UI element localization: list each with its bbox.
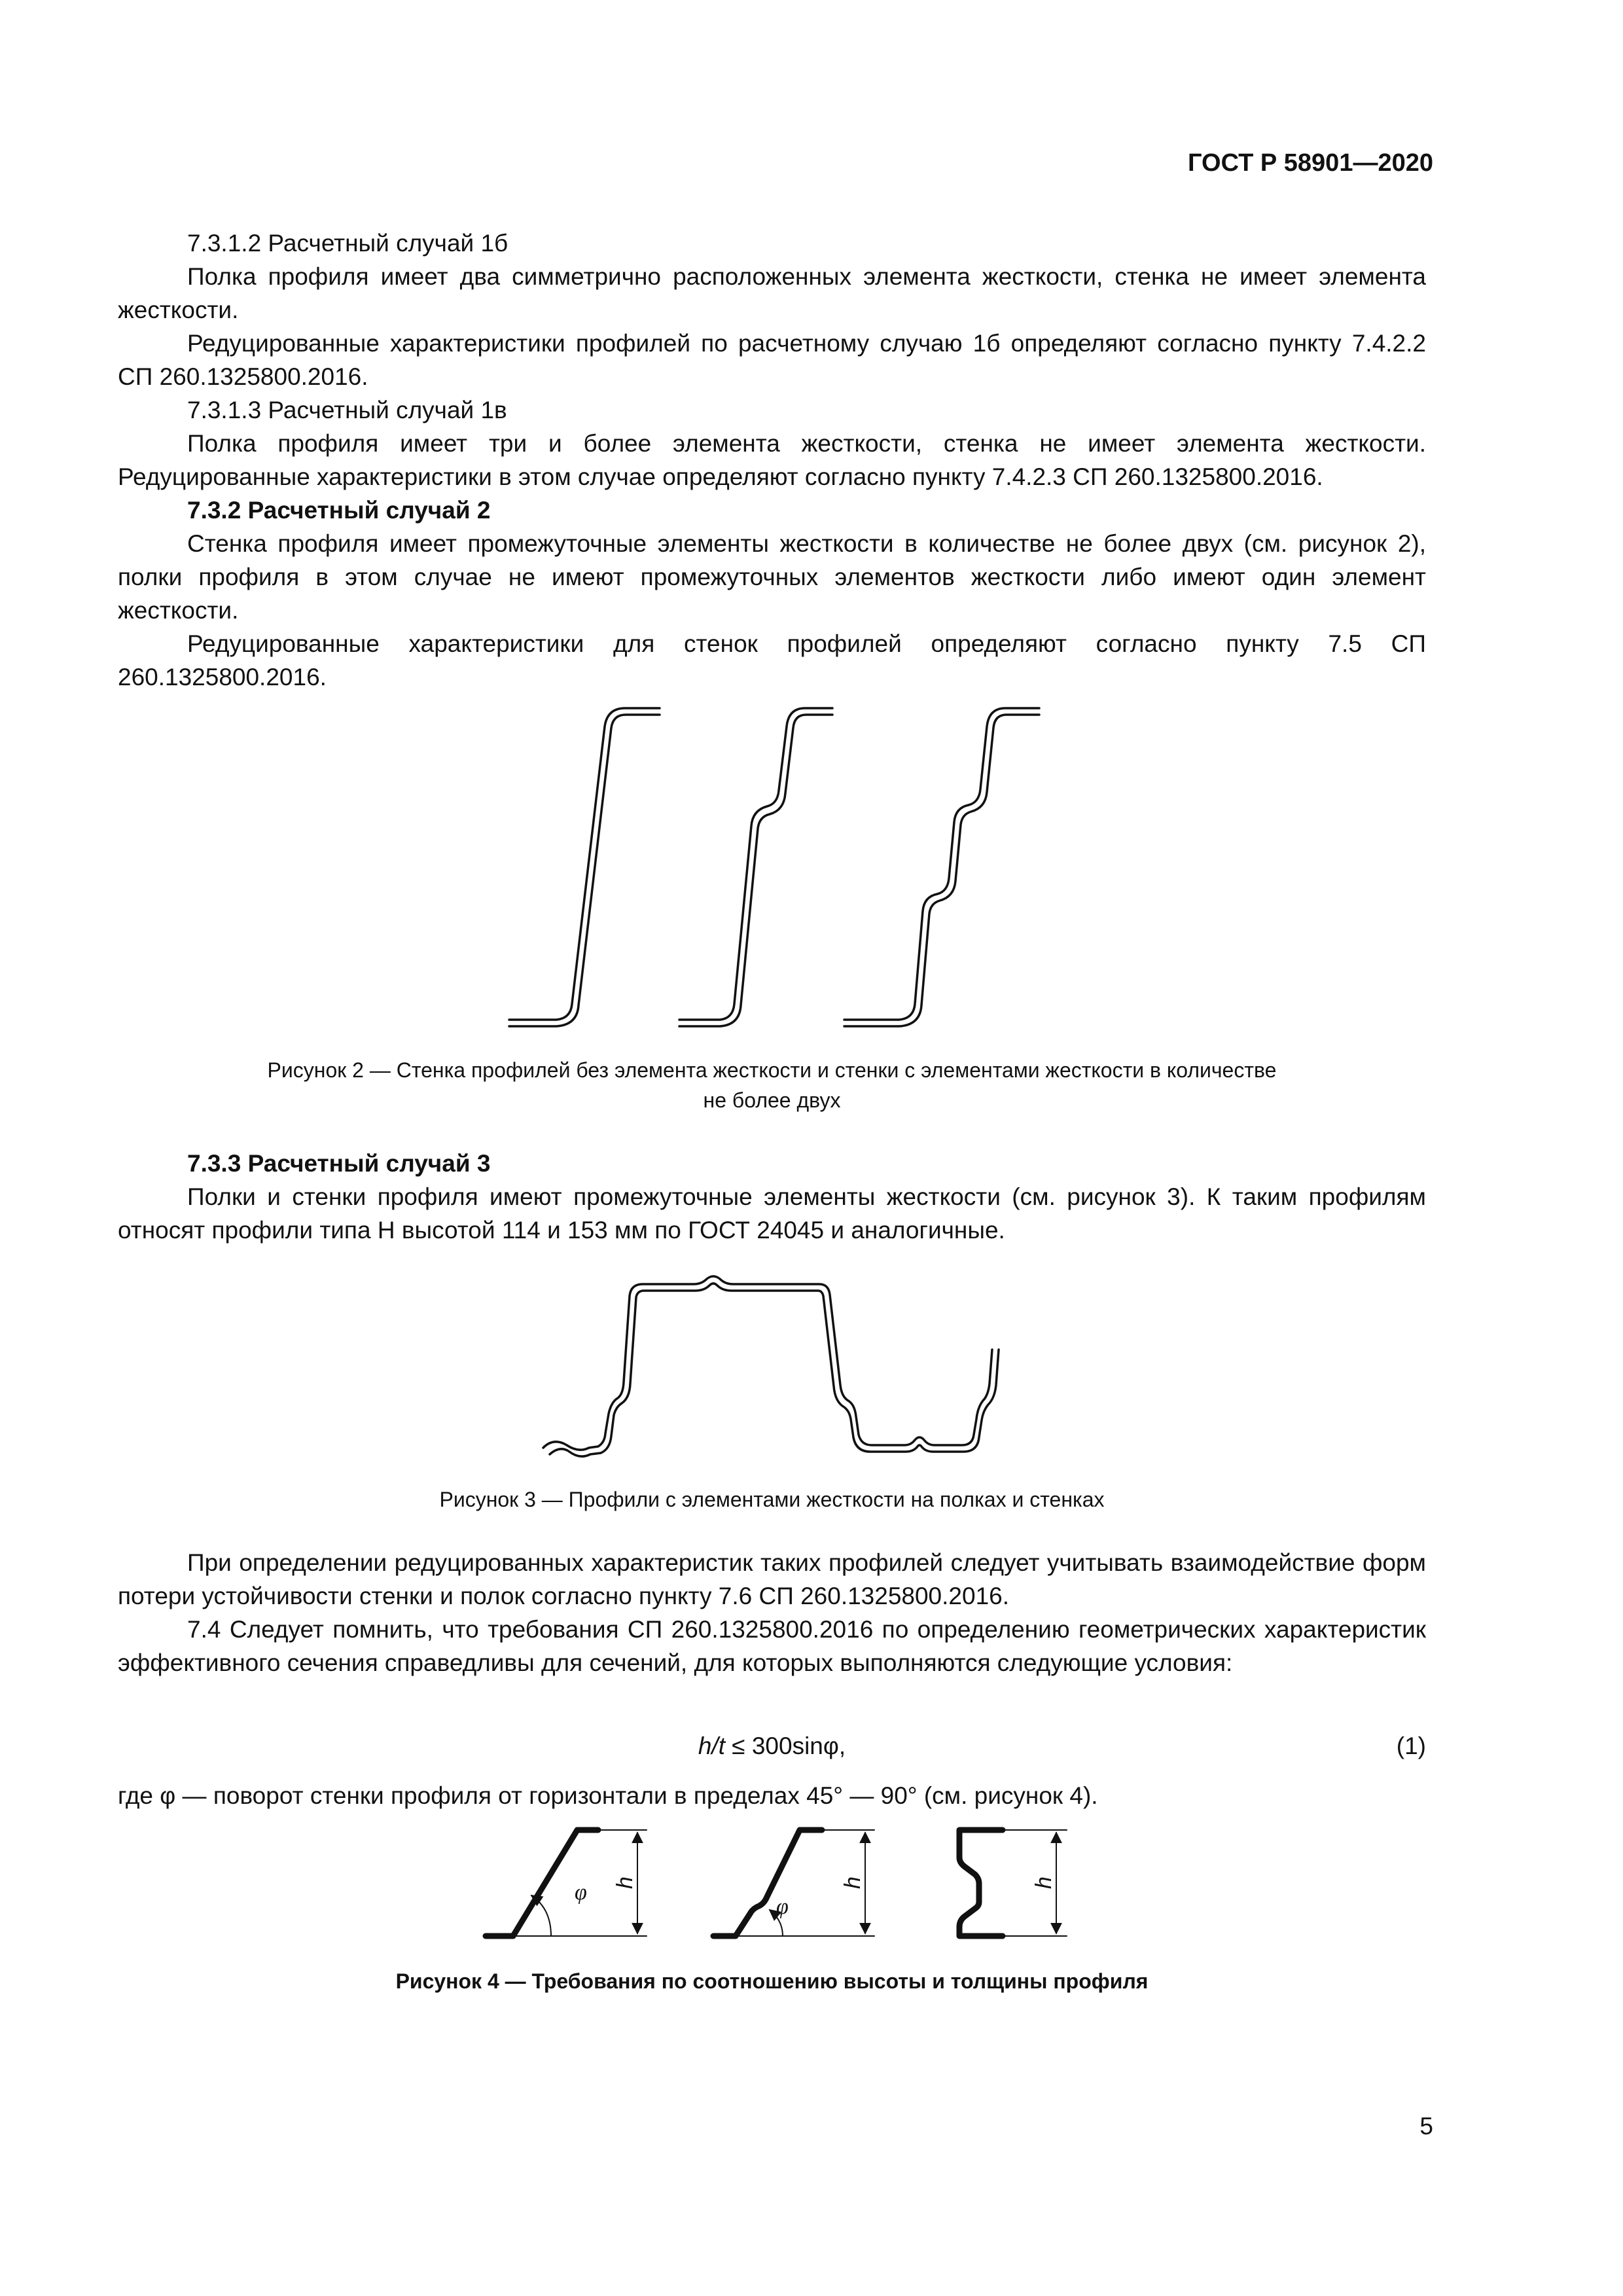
figure-3-caption: Рисунок 3 — Профили с элементами жесткости на полках и стенках xyxy=(439,1488,1105,1511)
paragraph: При определении редуцированных характеристик таких профилей следует учитывать взаимодействие форм потери устойчивости стенки и полок согласно пункту 7.6 СП 260.1325800.2016. xyxy=(118,1549,1426,1609)
figure-4-phi-label-b: φ xyxy=(776,1895,789,1919)
figure-4-h-label-c: h xyxy=(1031,1876,1056,1889)
figure-4-h-label-a: h xyxy=(613,1876,637,1889)
page-number: 5 xyxy=(1419,2113,1433,2140)
paragraph: Полки и стенки профиля имеют промежуточные элементы жесткости (см. рисунок 3). К таким профилям относят профили типа Н высотой 114 и 153 мм по ГОСТ 24045 и аналогичные. xyxy=(118,1183,1426,1244)
equation-rest: ≤ 300sinφ, xyxy=(724,1732,846,1759)
paragraph: Редуцированные характеристики профилей по расчетному случаю 1б определяют согласно пункту 7.4.2.2 СП 260.1325800.2016. xyxy=(118,330,1426,390)
paragraph: Полка профиля имеет три и более элемента жесткости, стенка не имеет элемента жесткости. Редуцированные характеристики в этом случае определяют согласно пункту 7.4.2.3 СП 260.1325800.2016. xyxy=(118,430,1426,490)
equation-ht: h/t xyxy=(698,1732,725,1759)
figure-4-h-label-b: h xyxy=(840,1876,865,1889)
section-heading: 7.3.2 Расчетный случай 2 xyxy=(187,497,491,524)
paragraph: Редуцированные характеристики для стенок профилей определяют согласно пункту 7.5 СП 260.1325800.2016. xyxy=(118,630,1426,691)
figure-4-caption: Рисунок 4 — Требования по соотношению высоты и толщины профиля xyxy=(395,1969,1149,1993)
section-heading: 7.3.3 Расчетный случай 3 xyxy=(187,1150,491,1177)
document-header: ГОСТ Р 58901—2020 xyxy=(1188,149,1433,177)
caption-line: не более двух xyxy=(703,1088,841,1112)
caption-line: Рисунок 2 — Стенка профилей без элемента жесткости и стенки с элементами жесткости в количестве xyxy=(267,1058,1277,1082)
paragraph: 7.3.1.2 Расчетный случай 1б xyxy=(187,230,508,257)
paragraph: где φ — поворот стенки профиля от горизонтали в пределах 45° — 90° (см. рисунок 4). xyxy=(118,1782,1098,1809)
paragraph: Полка профиля имеет два симметрично расположенных элемента жесткости, стенка не имеет элемента жесткости. xyxy=(118,263,1426,323)
equation-number: (1) xyxy=(1396,1732,1426,1759)
paragraph: Стенка профиля имеет промежуточные элементы жесткости в количестве не более двух (см. рисунок 2), полки профиля в этом случае не имеют промежуточных элементов жесткости либо имеют один элемент жесткости. xyxy=(118,530,1426,624)
figure-4-phi-label-a: φ xyxy=(575,1880,587,1905)
paragraph: 7.3.1.3 Расчетный случай 1в xyxy=(187,397,507,423)
paragraph: 7.4 Следует помнить, что требования СП 260.1325800.2016 по определению геометрических характеристик эффективного сечения справедливы для сечений, для которых выполняются следующие условия: xyxy=(118,1616,1426,1676)
